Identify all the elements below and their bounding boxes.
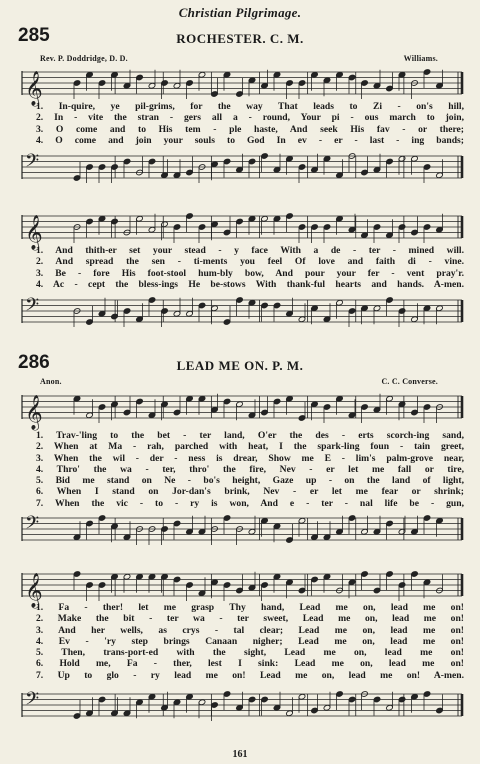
lyrics-block (36, 101, 464, 146)
lyric-line: 1. Trav-'ling to the bet - ter land, O'er the des - erts scorch-ing sand, (36, 430, 464, 441)
lyrics-block (36, 430, 464, 509)
lyric-line: 4. Ev - 'ry step brings Canaan nigher; Lead me on, lead me on! (36, 635, 464, 647)
hymn-number: 285 (18, 25, 50, 46)
hymn-title: LEAD ME ON. P. M. (176, 358, 304, 373)
lyric-line: 2. Make the bit - ter wa - ter sweet, Lead me on, lead me on! (36, 613, 464, 625)
lyric-line: 3. And her wells, as crys - tal clear; Lead me on, lead me on! (36, 624, 464, 636)
lyric-line: 2. When at Ma - rah, parched with heat, I the spark-ling foun - tain greet, (36, 441, 464, 453)
lyric-line: 4. Thro' the wa - ter, thro' the fire, Nev - er let me fall or tire, (36, 463, 464, 475)
lyric-line: 5. Bid me stand on Ne - bo's height, Gaze up - on the land of light, (36, 475, 464, 487)
treble-clef-icon: 𝄞 (25, 573, 43, 608)
treble-staff (0, 208, 480, 248)
hymn-composer: C. C. Converse. (381, 377, 438, 386)
lyric-line: 4. O come and join your souls to God In ev - er - last - ing bands; (36, 134, 464, 146)
treble-clef-icon: 𝄞 (25, 71, 43, 106)
hymn-number: 286 (18, 352, 50, 373)
lyric-line: 7. When the vic - to - ry is won, And e - ter - nal life be - gun, (36, 497, 464, 509)
treble-staff (0, 388, 480, 428)
treble-staff (0, 566, 480, 606)
lyric-line: 2. And spread the sen - ti-ments you feel Of love and faith di - vine. (36, 256, 464, 268)
lyric-line: 4. Ac - cept the bless-ings He be-stows With thank-ful hearts and hands. A-men. (36, 278, 464, 290)
lyric-line: 6. Hold me, Fa - ther, lest I sink: Lead me on, lead me on! (36, 658, 464, 670)
bass-clef-icon: 𝄢 (25, 151, 40, 176)
hymn-composer: Williams. (403, 54, 438, 63)
lyric-line: 5. Then, trans-port-ed with the sight, Lead me on, lead me on! (36, 647, 464, 659)
lyric-line: 3. When the wil - der - ness is drear, Show me E - lim's palm-grove near, (36, 452, 464, 464)
treble-clef-icon: 𝄞 (25, 215, 43, 250)
bass-clef-icon: 𝄢 (25, 295, 40, 320)
bass-staff (0, 148, 480, 188)
lyric-line: 3. O come and to His tem - ple haste, And seek His fav - or there; (36, 123, 464, 135)
bass-clef-icon: 𝄢 (25, 513, 40, 538)
bass-staff (0, 510, 480, 550)
hymn-title: ROCHESTER. C. M. (176, 31, 304, 46)
page-number: 161 (232, 749, 248, 760)
lyric-line: 2. In - vite the stran - gers all a - round, Your pi - ous march to join, (36, 112, 464, 124)
bass-staff (0, 292, 480, 332)
lyric-line: 6. When I stand on Jor-dan's brink, Nev - er let me fear or shrink; (36, 486, 464, 498)
treble-clef-icon: 𝄞 (25, 395, 43, 430)
lyric-line: 1. In-quire, ye pil-grims, for the way That leads to Zi - on's hill, (36, 101, 464, 112)
lyrics-block (36, 245, 464, 290)
lyrics-block (36, 602, 464, 681)
lyric-line: 1. Fa - ther! let me grasp Thy hand, Lead me on, lead me on! (36, 602, 464, 613)
lyric-line: 1. And thith-er set your stead - y face With a de - ter - mined will. (36, 245, 464, 256)
page-header: Christian Pilgrimage. (178, 5, 302, 20)
bass-clef-icon: 𝄢 (25, 689, 40, 714)
lyric-line: 3. Be - fore His foot-stool hum-bly bow, And pour your fer - vent pray'r. (36, 267, 464, 279)
hymn-author: Rev. P. Doddridge, D. D. (40, 54, 128, 63)
lyric-line: 7. Up to glo - ry lead me on! Lead me on, lead me on! A-men. (36, 669, 464, 681)
hymn-author: Anon. (40, 377, 62, 386)
bass-staff (0, 686, 480, 726)
treble-staff (0, 64, 480, 104)
